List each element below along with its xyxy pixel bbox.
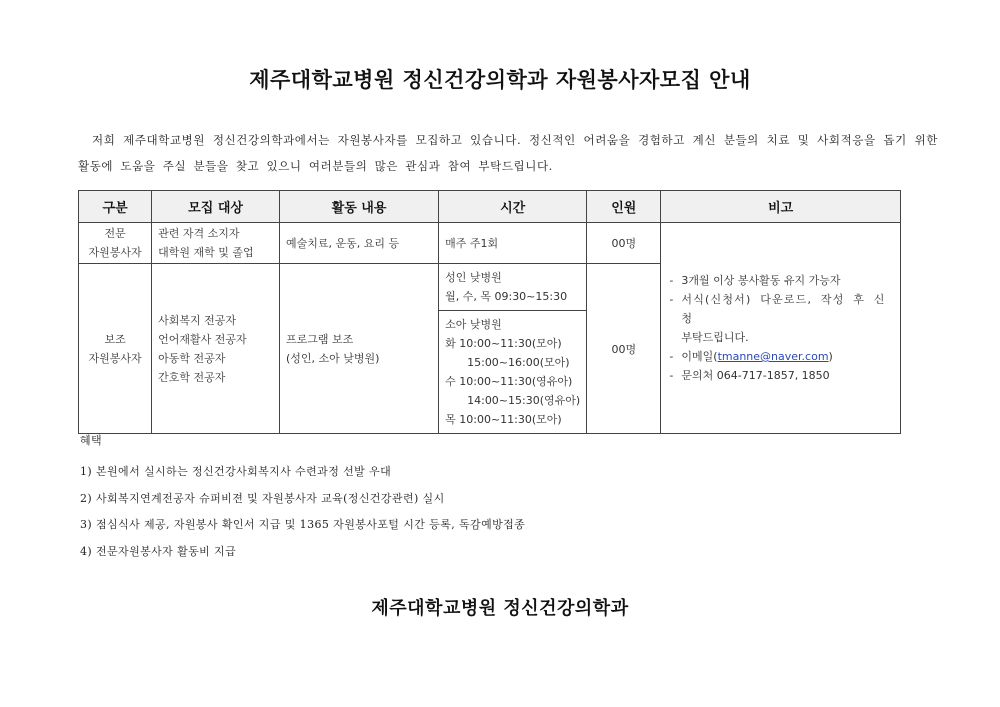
notes-cell xyxy=(661,223,901,434)
target-cell xyxy=(152,223,280,264)
dash-bullet: - xyxy=(669,350,674,363)
dash-bullet: - xyxy=(669,274,674,287)
time-range: 10:00~11:30(모아) xyxy=(459,413,562,426)
benefit-item: 1) 본원에서 실시하는 정신건강사회복지사 수련과정 선발 우대 xyxy=(80,465,392,478)
note-item xyxy=(669,366,892,385)
time-line: 매주 주1회 xyxy=(445,236,499,250)
note-item xyxy=(669,290,892,347)
category-cell xyxy=(79,264,152,434)
time-range: 10:00~11:30(모아) xyxy=(459,337,562,350)
time-range: 10:00~11:30(영유아) xyxy=(459,375,573,388)
dash-bullet: - xyxy=(669,293,674,306)
time-line: 14:00~15:30(영유아) xyxy=(467,394,581,407)
category-cell xyxy=(79,223,152,264)
activity-line: 예술치료, 운동, 요리 등 xyxy=(285,236,400,250)
benefit-item: 3) 점심식사 제공, 자원봉사 확인서 지급 및 1365 자원봉사포털 시간 등록, 독감예방접종 xyxy=(80,518,526,531)
note-text-line: 부탁드립니다. xyxy=(681,331,749,344)
recruitment-table xyxy=(78,190,901,434)
count-cell: 00명 xyxy=(587,264,661,434)
target-cell xyxy=(152,264,280,434)
category-line: 자원봉사자 xyxy=(88,351,142,365)
target-line: 간호학 전공자 xyxy=(158,370,226,384)
category-line: 자원봉사자 xyxy=(88,246,142,259)
email-link[interactable]: tmanne@naver.com xyxy=(717,350,829,363)
time-line: 15:00~16:00(모아) xyxy=(467,356,570,369)
time-day: 월, 수, 목 xyxy=(445,290,491,303)
activity-line: 프로그램 보조 xyxy=(285,332,354,346)
target-line: 사회복지 전공자 xyxy=(158,313,237,327)
header-target: 모집 대상 xyxy=(152,191,280,223)
note-text: 문의처 064-717-1857, 1850 xyxy=(681,369,830,382)
dash-bullet: - xyxy=(669,369,674,382)
header-category: 구분 xyxy=(79,191,152,223)
time-range: 09:30~15:30 xyxy=(494,290,568,303)
benefit-item: 2) 사회복지연계전공자 슈퍼비젼 및 자원봉사자 교육(정신건강관련) 실시 xyxy=(80,491,445,505)
activity-line: (성인, 소아 낮병원) xyxy=(285,351,380,365)
time-cell xyxy=(439,223,587,264)
time-line xyxy=(445,372,580,391)
count-cell: 00명 xyxy=(587,223,661,264)
footer-department: 제주대학교병원 정신건강의학과 xyxy=(371,598,629,619)
note-item xyxy=(669,271,892,290)
table-row-expert xyxy=(79,223,901,264)
header-notes: 비고 xyxy=(661,191,901,223)
time-block-title: 성인 낮병원 xyxy=(445,271,502,284)
activity-cell xyxy=(279,223,438,264)
category-line: 보조 xyxy=(104,332,126,346)
header-count: 인원 xyxy=(587,191,661,223)
benefits-heading: 혜택 xyxy=(80,434,103,447)
time-block-title: 소아 낮병원 xyxy=(445,318,502,331)
email-suffix: ) xyxy=(828,350,833,363)
time-line xyxy=(445,287,580,306)
header-activity: 활동 내용 xyxy=(279,191,438,223)
time-line xyxy=(445,334,580,353)
benefits-section xyxy=(80,431,525,565)
note-text xyxy=(681,290,892,347)
intro-paragraph: 저희 제주대학교병원 정신건강의학과에서는 자원봉사자를 모집하고 있습니다. 정신적인 어려움을 경험하고 계신 분들의 치료 및 사회적응을 돕기 위한 활동에 도움을 주실 분들을 찾고 있으니 여러분들의 많은 관심과 참여 부탁드립니다. xyxy=(78,133,938,173)
activity-cell xyxy=(279,264,438,434)
table-header-row xyxy=(79,191,901,223)
category-line: 전문 xyxy=(104,227,126,240)
time-cell-child xyxy=(439,311,587,434)
target-line: 관련 자격 소지자 xyxy=(158,227,240,240)
note-item xyxy=(669,347,892,366)
time-day: 수 xyxy=(445,375,456,388)
target-line: 언어재활사 전공자 xyxy=(158,332,247,346)
time-line xyxy=(445,410,580,429)
target-line: 대학원 재학 및 졸업 xyxy=(158,246,254,259)
time-cell-adult xyxy=(439,264,587,311)
email-prefix: 이메일( xyxy=(681,350,718,363)
benefit-item: 4) 전문자원봉사자 활동비 지급 xyxy=(80,544,237,558)
header-time: 시간 xyxy=(439,191,587,223)
time-day: 목 xyxy=(445,413,456,426)
note-text-line: 서식(신청서) 다운로드, 작성 후 신청 xyxy=(681,293,886,325)
note-text xyxy=(681,347,832,366)
target-line: 아동학 전공자 xyxy=(158,351,226,365)
document-title: 제주대학교병원 정신건강의학과 자원봉사자모집 안내 xyxy=(249,68,751,92)
note-text: 3개월 이상 봉사활동 유지 가능자 xyxy=(681,274,841,287)
time-day: 화 xyxy=(445,337,456,350)
